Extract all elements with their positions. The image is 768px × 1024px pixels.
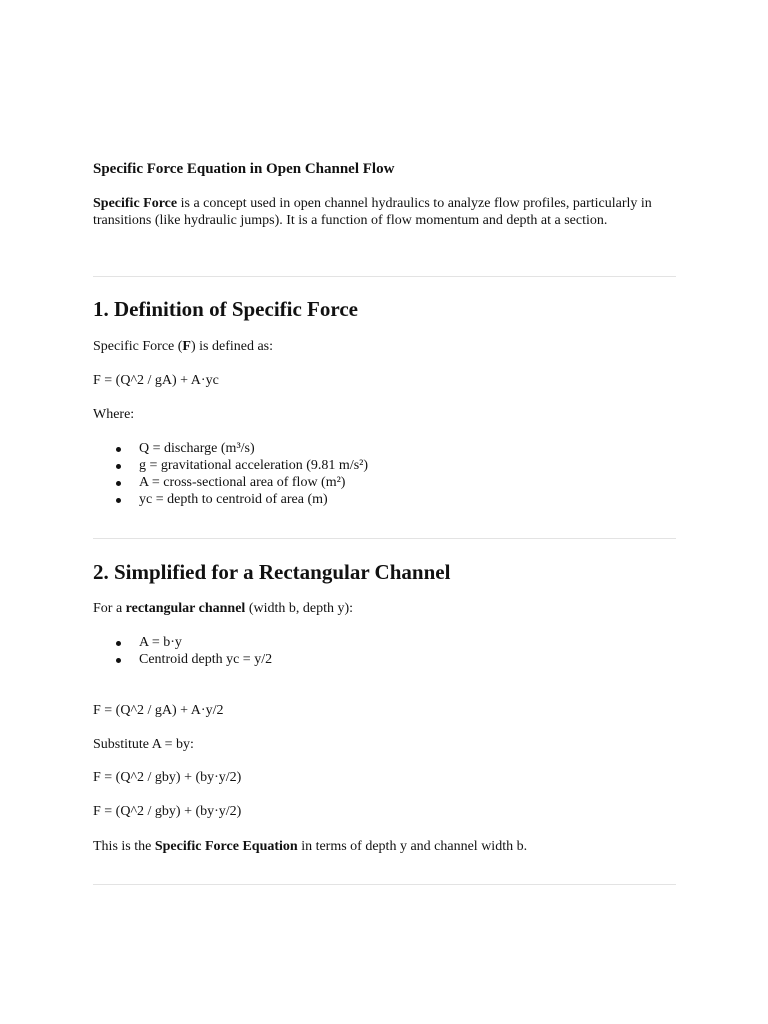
final-equation: F = (Q^2 / gby) + (by·y/2) <box>93 804 242 819</box>
rectangular-suffix: (width b, depth y): <box>245 601 354 616</box>
definition-sentence <box>93 338 273 356</box>
conclusion-sentence <box>93 838 527 856</box>
variable-list <box>93 440 368 508</box>
section-divider <box>93 538 676 539</box>
intro-text: is a concept used in open channel hydraulics to analyze flow profiles, particularly in transitions (like hydraulic jumps). It is a function of flow momentum and depth at a section. <box>93 196 652 228</box>
conclusion-suffix: in terms of depth y and channel width b. <box>297 839 528 854</box>
definition-suffix: ) is defined as: <box>190 339 274 354</box>
list-item: Q = discharge (m³/s) <box>93 440 368 457</box>
section-divider <box>93 276 676 277</box>
list-item: yc = depth to centroid of area (m) <box>93 491 368 508</box>
where-label: Where: <box>93 407 135 422</box>
list-item: A = cross-sectional area of flow (m²) <box>93 474 368 491</box>
conclusion-prefix: This is the <box>93 839 155 854</box>
general-equation: F = (Q^2 / gA) + A·yc <box>93 373 219 388</box>
definition-symbol: F <box>182 339 191 354</box>
rectangular-term: rectangular channel <box>125 601 246 616</box>
substituted-equation: F = (Q^2 / gby) + (by·y/2) <box>93 770 242 785</box>
list-item: g = gravitational acceleration (9.81 m/s²) <box>93 457 368 474</box>
conclusion-term: Specific Force Equation <box>154 839 298 854</box>
rectangular-intro <box>93 600 353 618</box>
rectangular-list <box>93 634 272 668</box>
document-title: Specific Force Equation in Open Channel Flow <box>93 161 395 177</box>
rectangular-prefix: For a <box>93 601 126 616</box>
section-divider <box>93 884 676 885</box>
intro-term: Specific Force <box>93 196 178 211</box>
intro-paragraph <box>93 195 653 229</box>
list-item: A = b·y <box>93 634 272 651</box>
list-item: Centroid depth yc = y/2 <box>93 651 272 668</box>
rectangular-equation: F = (Q^2 / gA) + A·y/2 <box>93 703 224 718</box>
definition-prefix: Specific Force ( <box>93 339 183 354</box>
substitute-line: Substitute A = by: <box>93 737 194 752</box>
section2-heading: 2. Simplified for a Rectangular Channel <box>93 560 451 584</box>
section1-heading: 1. Definition of Specific Force <box>93 297 358 321</box>
